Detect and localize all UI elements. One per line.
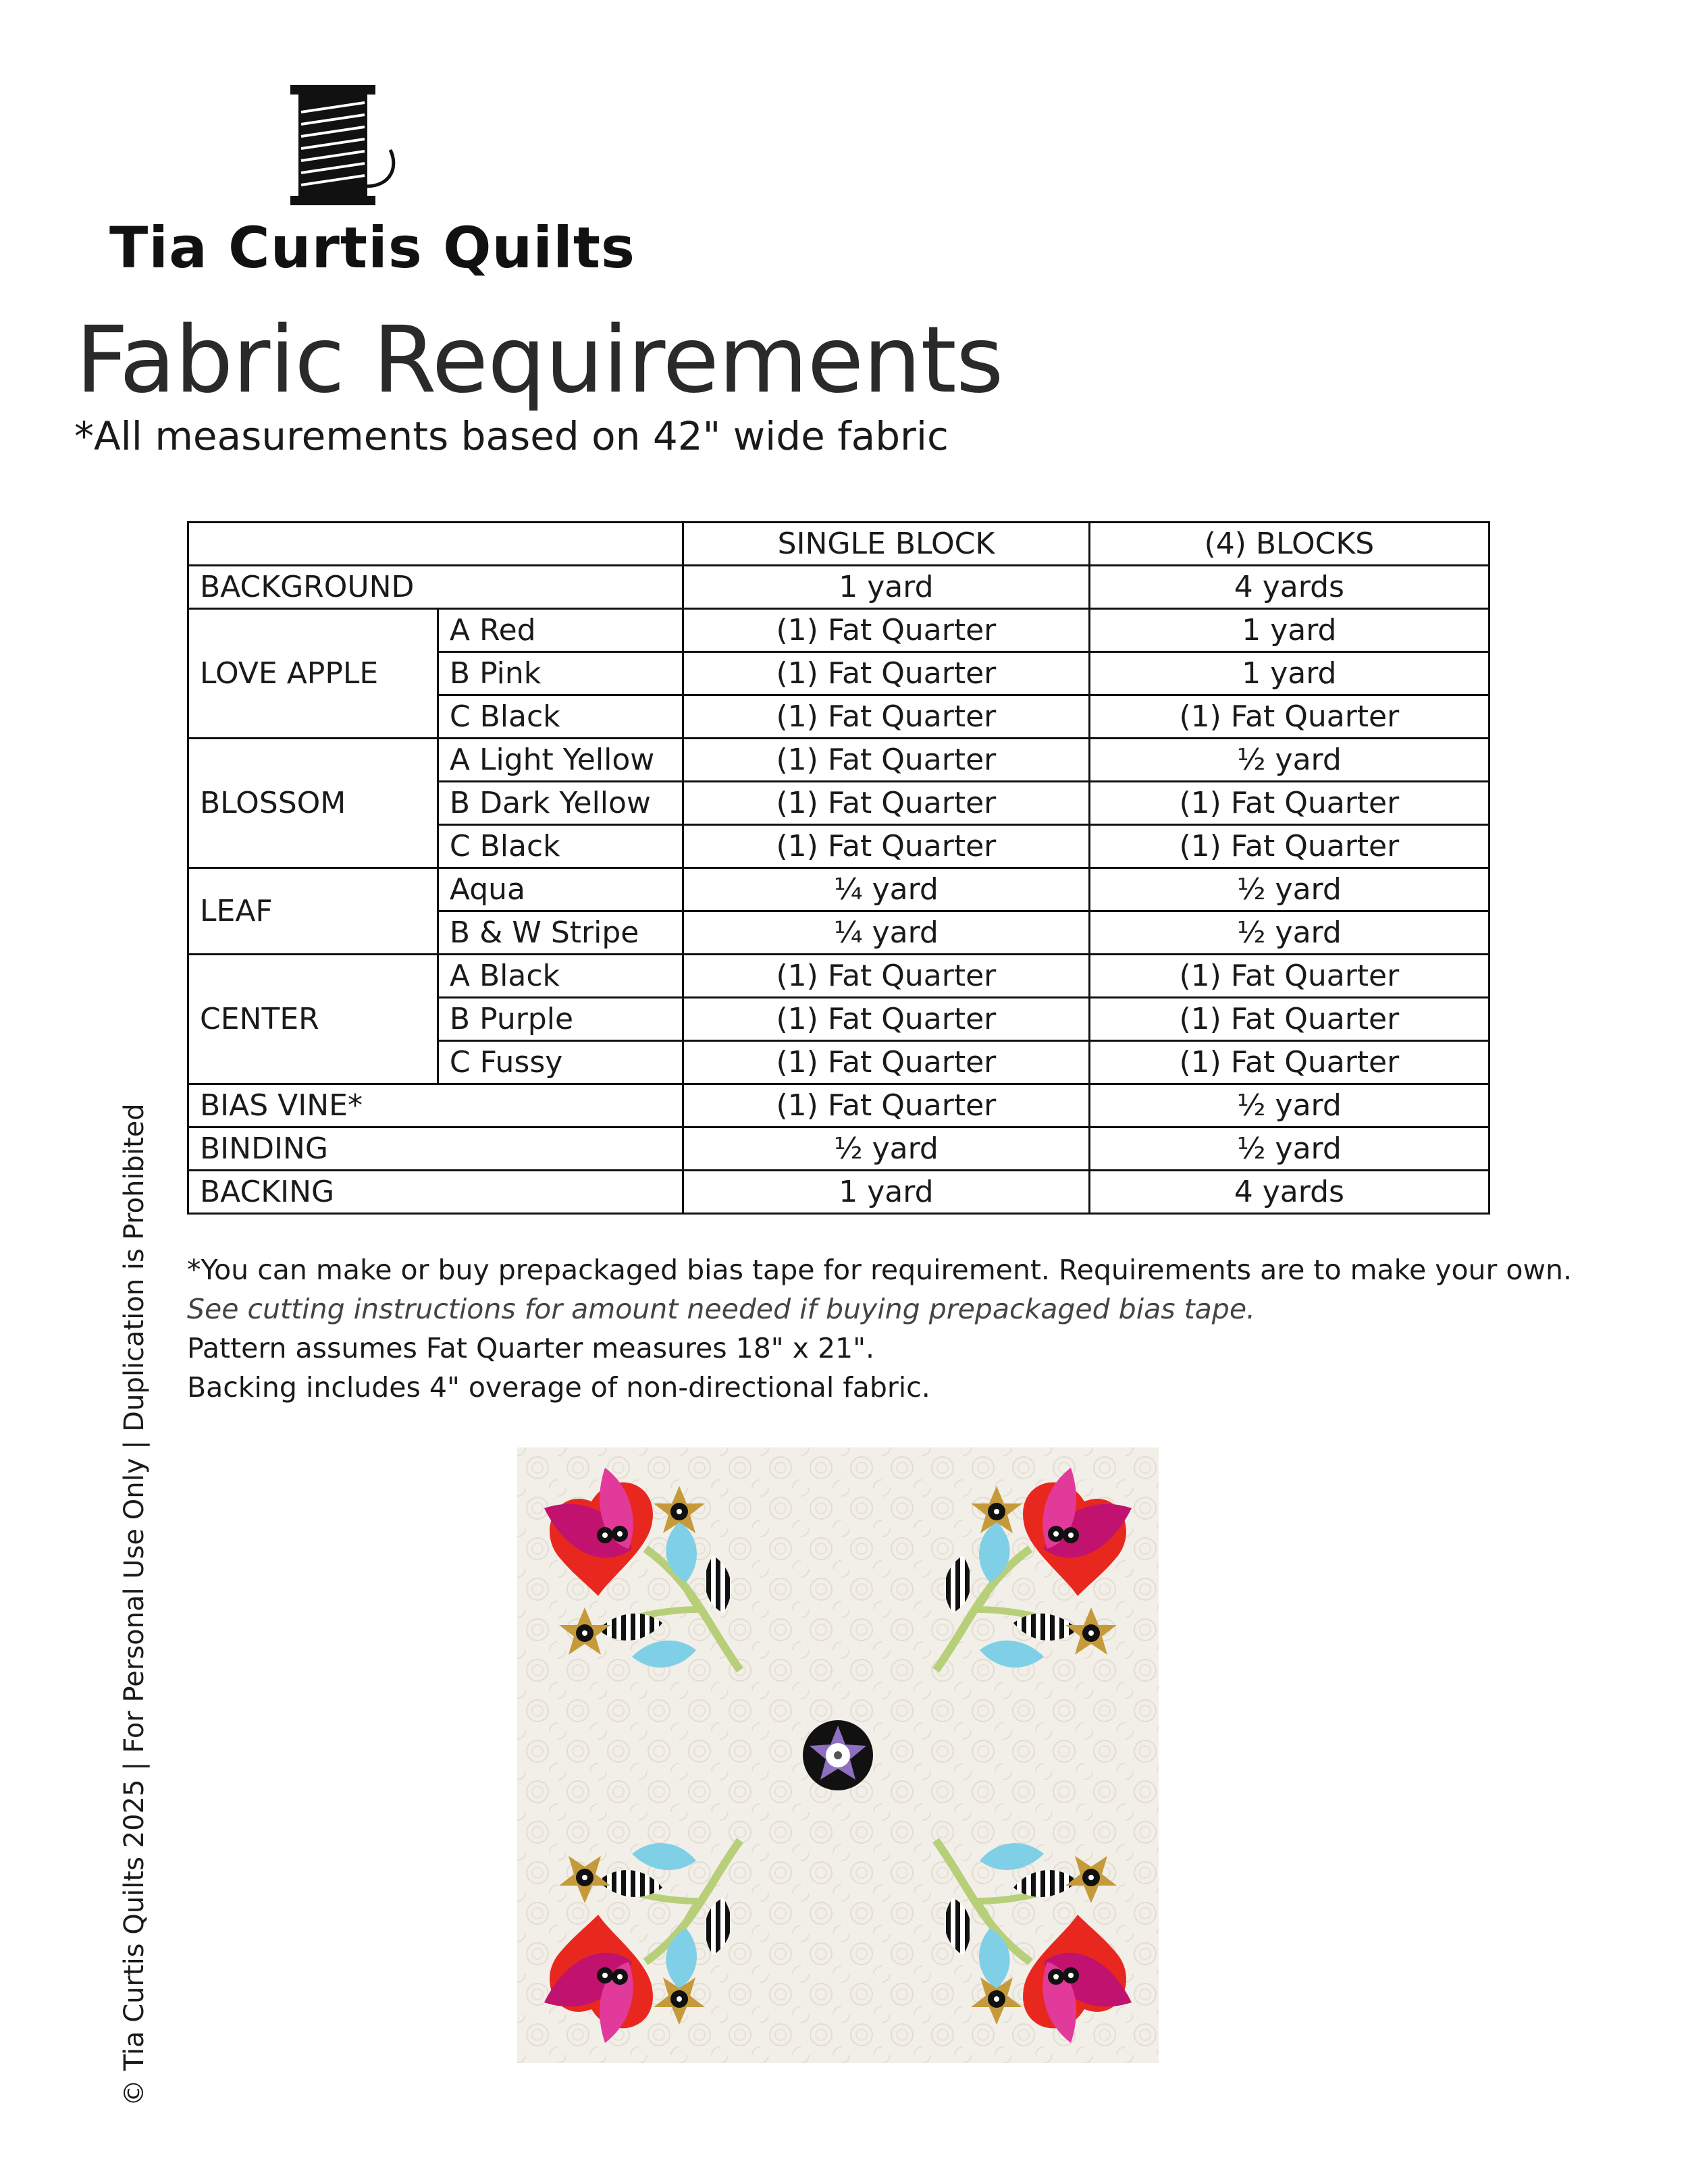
group-label: CENTER <box>188 955 438 1084</box>
page-subtitle: *All measurements based on 42" wide fabric <box>74 413 949 459</box>
group-label: LOVE APPLE <box>188 609 438 739</box>
four-blocks-value: (1) Fat Quarter <box>1089 825 1489 868</box>
single-block-value: ¼ yard <box>683 868 1090 911</box>
single-block-value: 1 yard <box>683 566 1090 609</box>
four-blocks-value: 4 yards <box>1089 566 1489 609</box>
fabric-requirements-table <box>187 521 1490 1215</box>
note-backing: Backing includes 4" overage of non-directional fabric. <box>187 1371 930 1404</box>
table-row <box>188 609 1489 652</box>
single-block-value: (1) Fat Quarter <box>683 1041 1090 1084</box>
table-row <box>188 739 1489 782</box>
single-block-value: ¼ yard <box>683 911 1090 955</box>
four-blocks-value: (1) Fat Quarter <box>1089 955 1489 998</box>
table-row <box>188 1171 1489 1214</box>
fabric-name: B & W Stripe <box>438 911 683 955</box>
single-block-value: (1) Fat Quarter <box>683 782 1090 825</box>
fabric-name: A Light Yellow <box>438 739 683 782</box>
single-block-value: (1) Fat Quarter <box>683 739 1090 782</box>
fabric-name: C Fussy <box>438 1041 683 1084</box>
group-label: LEAF <box>188 868 438 955</box>
row-label: BACKGROUND <box>188 566 683 609</box>
header-single-block: SINGLE BLOCK <box>683 523 1090 566</box>
table-row <box>188 1084 1489 1127</box>
four-blocks-value: (1) Fat Quarter <box>1089 782 1489 825</box>
fabric-name: C Black <box>438 825 683 868</box>
four-blocks-value: ½ yard <box>1089 868 1489 911</box>
table-row <box>188 1127 1489 1171</box>
single-block-value: (1) Fat Quarter <box>683 609 1090 652</box>
fabric-name: A Black <box>438 955 683 998</box>
row-label: BIAS VINE* <box>188 1084 683 1127</box>
fabric-name: B Purple <box>438 998 683 1041</box>
four-blocks-value: ½ yard <box>1089 911 1489 955</box>
note-bias-tape: *You can make or buy prepackaged bias tape for requirement. Requirements are to make your own. <box>187 1254 1573 1286</box>
single-block-value: (1) Fat Quarter <box>683 955 1090 998</box>
table-row <box>188 955 1489 998</box>
four-blocks-value: (1) Fat Quarter <box>1089 998 1489 1041</box>
four-blocks-value: 1 yard <box>1089 652 1489 695</box>
fabric-name: B Dark Yellow <box>438 782 683 825</box>
notes <box>187 1250 1572 1407</box>
four-blocks-value: (1) Fat Quarter <box>1089 695 1489 739</box>
four-blocks-value: 4 yards <box>1089 1171 1489 1214</box>
note-cutting-instructions: See cutting instructions for amount needed if buying prepackaged bias tape. <box>187 1293 1256 1325</box>
header-blank-cell <box>188 523 683 566</box>
fabric-name: B Pink <box>438 652 683 695</box>
single-block-value: (1) Fat Quarter <box>683 998 1090 1041</box>
four-blocks-value: (1) Fat Quarter <box>1089 1041 1489 1084</box>
page-title: Fabric Requirements <box>76 307 1003 414</box>
single-block-value: ½ yard <box>683 1127 1090 1171</box>
single-block-value: 1 yard <box>683 1171 1090 1214</box>
fabric-name: C Black <box>438 695 683 739</box>
header-four-blocks: (4) BLOCKS <box>1089 523 1489 566</box>
brand-name: Tia Curtis Quilts <box>109 215 636 281</box>
row-label: BACKING <box>188 1171 683 1214</box>
row-label: BINDING <box>188 1127 683 1171</box>
four-blocks-value: ½ yard <box>1089 1084 1489 1127</box>
fabric-name: Aqua <box>438 868 683 911</box>
group-label: BLOSSOM <box>188 739 438 868</box>
table-row <box>188 566 1489 609</box>
table-header-row <box>188 523 1489 566</box>
single-block-value: (1) Fat Quarter <box>683 825 1090 868</box>
note-fat-quarter: Pattern assumes Fat Quarter measures 18" x 21". <box>187 1332 875 1364</box>
four-blocks-value: 1 yard <box>1089 609 1489 652</box>
table-row <box>188 868 1489 911</box>
quilt-block-photo <box>517 1447 1159 2063</box>
single-block-value: (1) Fat Quarter <box>683 652 1090 695</box>
fabric-name: A Red <box>438 609 683 652</box>
single-block-value: (1) Fat Quarter <box>683 695 1090 739</box>
four-blocks-value: ½ yard <box>1089 1127 1489 1171</box>
thread-spool-icon <box>290 85 405 207</box>
copyright-notice: © Tia Curtis Quilts 2025 | For Personal Use Only | Duplication is Prohibited <box>119 1103 150 2106</box>
four-blocks-value: ½ yard <box>1089 739 1489 782</box>
single-block-value: (1) Fat Quarter <box>683 1084 1090 1127</box>
